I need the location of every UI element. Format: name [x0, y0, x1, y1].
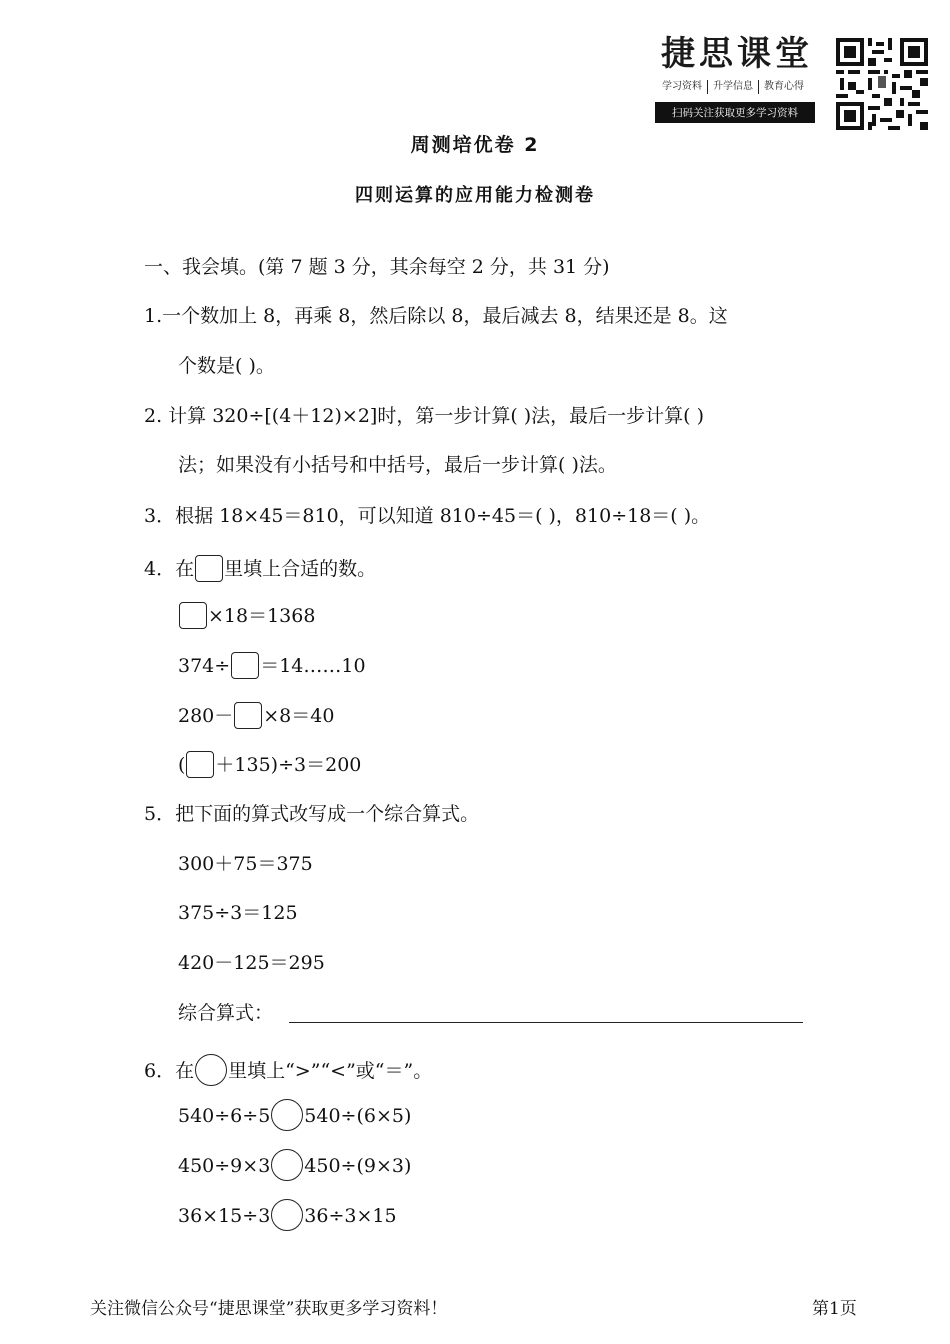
text: 36×15÷3 [178, 1205, 271, 1227]
text: 里填上合适的数。 [224, 558, 377, 580]
page-subtitle: 四则运算的应用能力检测卷 [355, 185, 595, 206]
question-1-line-2: 个数是( )。 [178, 355, 275, 377]
blank-box[interactable] [195, 555, 223, 582]
brand-block [655, 34, 815, 123]
question-4-intro [144, 555, 376, 582]
question-3: 3．根据 18×45＝810，可以知道 810÷45＝( )，810÷18＝( )。 [144, 505, 711, 527]
blank-circle[interactable] [271, 1099, 303, 1131]
question-2-line-1: 2. 计算 320÷[(4＋12)×2]时，第一步计算( )法，最后一步计算( ) [144, 405, 705, 427]
question-6-comparison-1 [178, 1099, 411, 1131]
question-4-equation-1 [178, 602, 315, 629]
text: 450÷(9×3) [304, 1155, 412, 1177]
text: ＝14……10 [260, 655, 366, 677]
text: 540÷(6×5) [304, 1105, 412, 1127]
blank-box[interactable] [179, 602, 207, 629]
text: ×18＝1368 [208, 605, 316, 627]
blank-box[interactable] [234, 702, 262, 729]
answer-line[interactable] [289, 1022, 803, 1023]
brand-slogan: 扫码关注获取更多学习资料 [655, 102, 815, 123]
text: ( [178, 754, 186, 776]
question-6-intro [144, 1054, 432, 1086]
blank-circle[interactable] [271, 1149, 303, 1181]
text: 280－ [178, 705, 234, 727]
text: 540÷6÷5 [178, 1105, 271, 1127]
text: 4．在 [144, 558, 195, 580]
question-6-comparison-2 [178, 1149, 411, 1181]
blank-box[interactable] [186, 751, 214, 778]
footer-note: 关注微信公众号“捷思课堂”获取更多学习资料！ [90, 1299, 448, 1319]
question-6-comparison-3 [178, 1199, 397, 1231]
question-4-equation-3 [178, 702, 334, 729]
text: 6．在 [144, 1060, 195, 1082]
text: ＋135)÷3＝200 [215, 754, 362, 776]
brand-tags [655, 80, 815, 94]
text: ×8＝40 [263, 705, 335, 727]
brand-name: 捷思课堂 [661, 34, 813, 74]
text: 374÷ [178, 655, 231, 677]
brand-tag: 学习资料 [657, 80, 708, 94]
question-5-equation-1: 300＋75＝375 [178, 853, 313, 875]
question-5-equation-2: 375÷3＝125 [178, 902, 298, 924]
question-4-equation-2 [178, 652, 366, 679]
text: 里填上“>”“<”或“＝”。 [228, 1060, 433, 1082]
question-1-line-1: 1.一个数加上 8，再乘 8，然后除以 8，最后减去 8，结果还是 8。这 [144, 305, 728, 327]
brand-tag: 教育心得 [764, 81, 804, 92]
question-2-line-2: 法；如果没有小括号和中括号，最后一步计算( )法。 [178, 454, 617, 476]
blank-circle[interactable] [195, 1054, 227, 1086]
page-title: 周测培优卷 2 [410, 134, 540, 156]
qr-code-icon [836, 38, 928, 130]
text: 450÷9×3 [178, 1155, 271, 1177]
brand-tag: 升学信息 [708, 80, 759, 94]
blank-box[interactable] [231, 652, 259, 679]
question-5-intro: 5．把下面的算式改写成一个综合算式。 [144, 803, 480, 825]
section-heading: 一、我会填。(第 7 题 3 分，其余每空 2 分，共 31 分) [144, 256, 610, 278]
question-5-label: 综合算式： [178, 1002, 274, 1024]
page-number: 第1页 [812, 1299, 857, 1319]
question-4-equation-4 [178, 751, 361, 778]
text: 36÷3×15 [304, 1205, 397, 1227]
blank-circle[interactable] [271, 1199, 303, 1231]
question-5-equation-3: 420－125＝295 [178, 952, 325, 974]
